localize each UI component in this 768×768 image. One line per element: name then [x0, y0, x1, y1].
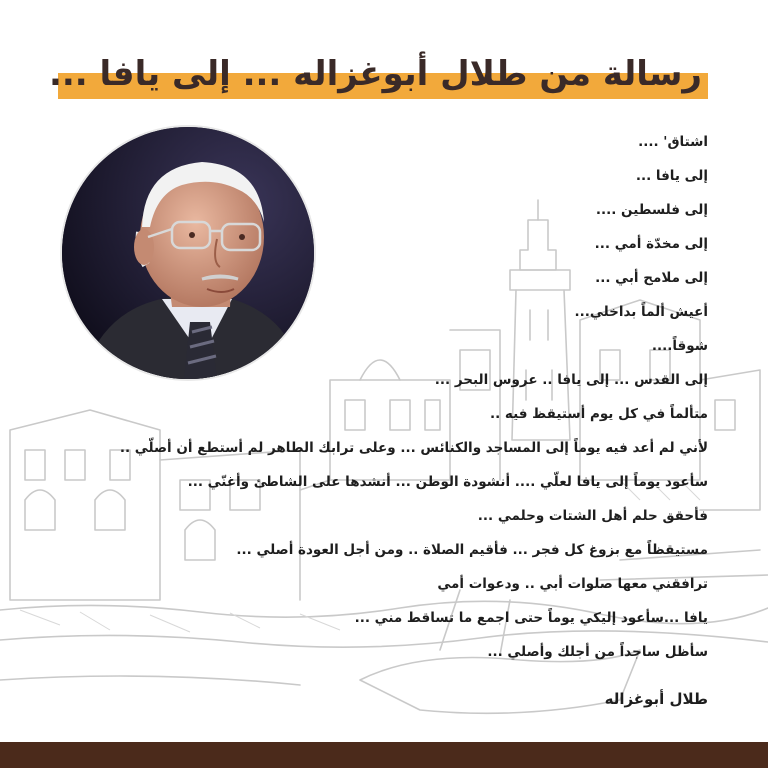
poem-line: متألماً في كل يوم أستيقظ فيه .. — [489, 406, 708, 422]
poem-line: شوقاً.... — [651, 338, 708, 354]
footer-band — [0, 742, 768, 768]
poem-line: سأظل ساجداً من أجلك وأصلي ... — [487, 644, 708, 660]
poem-line: مستيقظاً مع بزوغ كل فجر ... فأقيم الصلاة .. ومن أجل العودة أصلي ... — [236, 542, 708, 558]
poem-line: إلى ملامح أبي ... — [595, 270, 708, 286]
poem-line: إلى مخدّة أمي ... — [594, 236, 708, 252]
poem-line: سأعود يوماً إلى يافا لعلّي .... أنشودة الوطن ... أنشدها على الشاطئ وأغنّي ... — [187, 474, 708, 490]
poem-line: لأني لم أعد فيه يوماً إلى المساجد والكنائس ... وعلى ترابك الطاهر لم أستطع أن أصلّي .. — [119, 440, 708, 456]
poem-line: إلى القدس ... إلى يافا .. عروس البحر ... — [434, 372, 708, 388]
poem-line: فأحقق حلم أهل الشتات وحلمي ... — [477, 508, 708, 524]
poem-line: إلى فلسطين .... — [595, 202, 708, 218]
poem-line: اشتاق' .... — [638, 134, 708, 150]
poem-text — [68, 125, 708, 669]
signature: طلال أبوغزاله — [604, 690, 708, 708]
poem-line: يافا ...سأعود إليكي يوماً حتى اجمع ما تساقط مني ... — [354, 610, 708, 626]
poem-line: إلى يافا ... — [635, 168, 708, 184]
poem-line: أعيش ألماً بداخلي... — [574, 304, 708, 320]
page-title: رسالة من طلال أبوغزاله ... إلى يافا ... — [48, 54, 702, 94]
poem-line: ترافقني معها صلوات أبي .. ودعوات أمي — [437, 576, 708, 592]
